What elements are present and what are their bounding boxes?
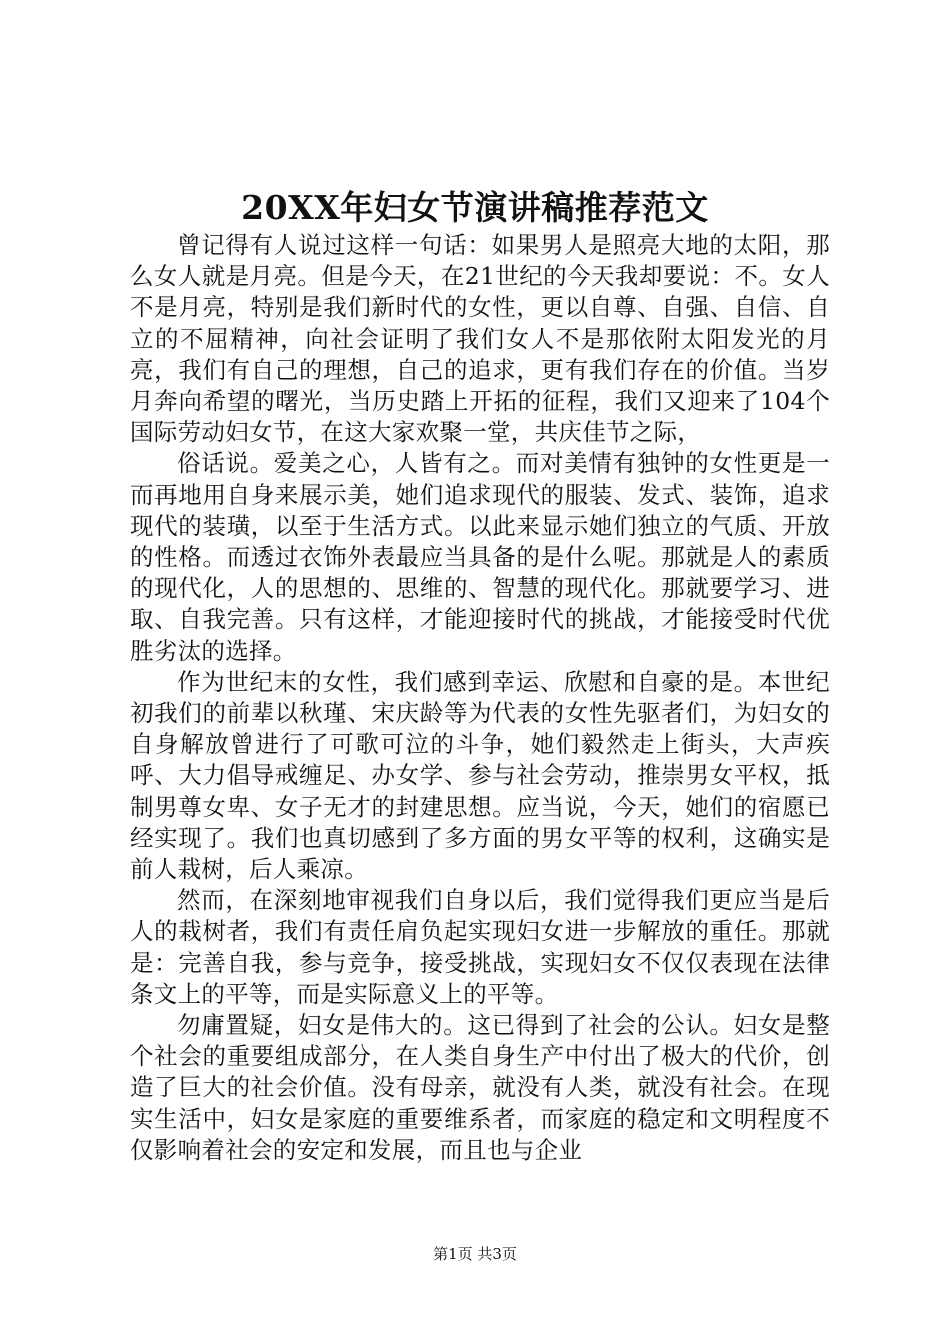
document-body bbox=[130, 230, 830, 1166]
page-number-footer: 第1页 共3页 bbox=[433, 1245, 517, 1263]
document-title: 20XX年妇女节演讲稿推荐范文 bbox=[241, 188, 709, 227]
paragraph-2: 俗话说。爱美之心，人皆有之。而对美情有独钟的女性更是一而再地用自身来展示美，她们追求现代的服装、发式、装饰，追求现代的装璜，以至于生活方式。以此来显示她们独立的气质、开放的性格。而透过衣饰外表最应当具备的是什么呢。那就是人的素质的现代化，人的思想的、思维的、智慧的现代化。那就要学习、进取、自我完善。只有这样，才能迎接时代的挑战，才能接受时代优胜劣汰的选择。 bbox=[130, 449, 830, 665]
paragraph-4: 然而，在深刻地审视我们自身以后，我们觉得我们更应当是后人的栽树者，我们有责任肩负起实现妇女进一步解放的重任。那就是：完善自我，参与竞争，接受挑战，实现妇女不仅仅表现在法律条文上的平等，而是实际意义上的平等。 bbox=[130, 886, 830, 1008]
paragraph-5: 勿庸置疑，妇女是伟大的。这已得到了社会的公认。妇女是整个社会的重要组成部分，在人类自身生产中付出了极大的代价，创造了巨大的社会价值。没有母亲，就没有人类，就没有社会。在现实生活中，妇女是家庭的重要维系者，而家庭的稳定和文明程度不仅影响着社会的安定和发展，而且也与企业 bbox=[130, 1011, 830, 1164]
paragraph-3: 作为世纪末的女性，我们感到幸运、欣慰和自豪的是。本世纪初我们的前辈以秋瑾、宋庆龄等为代表的女性先驱者们，为妇女的自身解放曾进行了可歌可泣的斗争，她们毅然走上街头，大声疾呼、大力倡导戒缠足、办女学、参与社会劳动，推崇男女平权，抵制男尊女卑、女子无才的封建思想。应当说，今天，她们的宿愿已经实现了。我们也真切感到了多方面的男女平等的权利，这确实是前人栽树，后人乘凉。 bbox=[130, 667, 830, 884]
paragraph-1: 曾记得有人说过这样一句话：如果男人是照亮大地的太阳，那么女人就是月亮。但是今天，在21世纪的今天我却要说：不。女人不是月亮，特别是我们新时代的女性，更以自尊、自强、自信、自立的不屈精神，向社会证明了我们女人不是那依附太阳发光的月亮，我们有自己的理想，自己的追求，更有我们存在的价值。当岁月奔向希望的曙光，当历史踏上开拓的征程，我们又迎来了104个国际劳动妇女节，在这大家欢聚一堂，共庆佳节之际， bbox=[130, 231, 830, 447]
